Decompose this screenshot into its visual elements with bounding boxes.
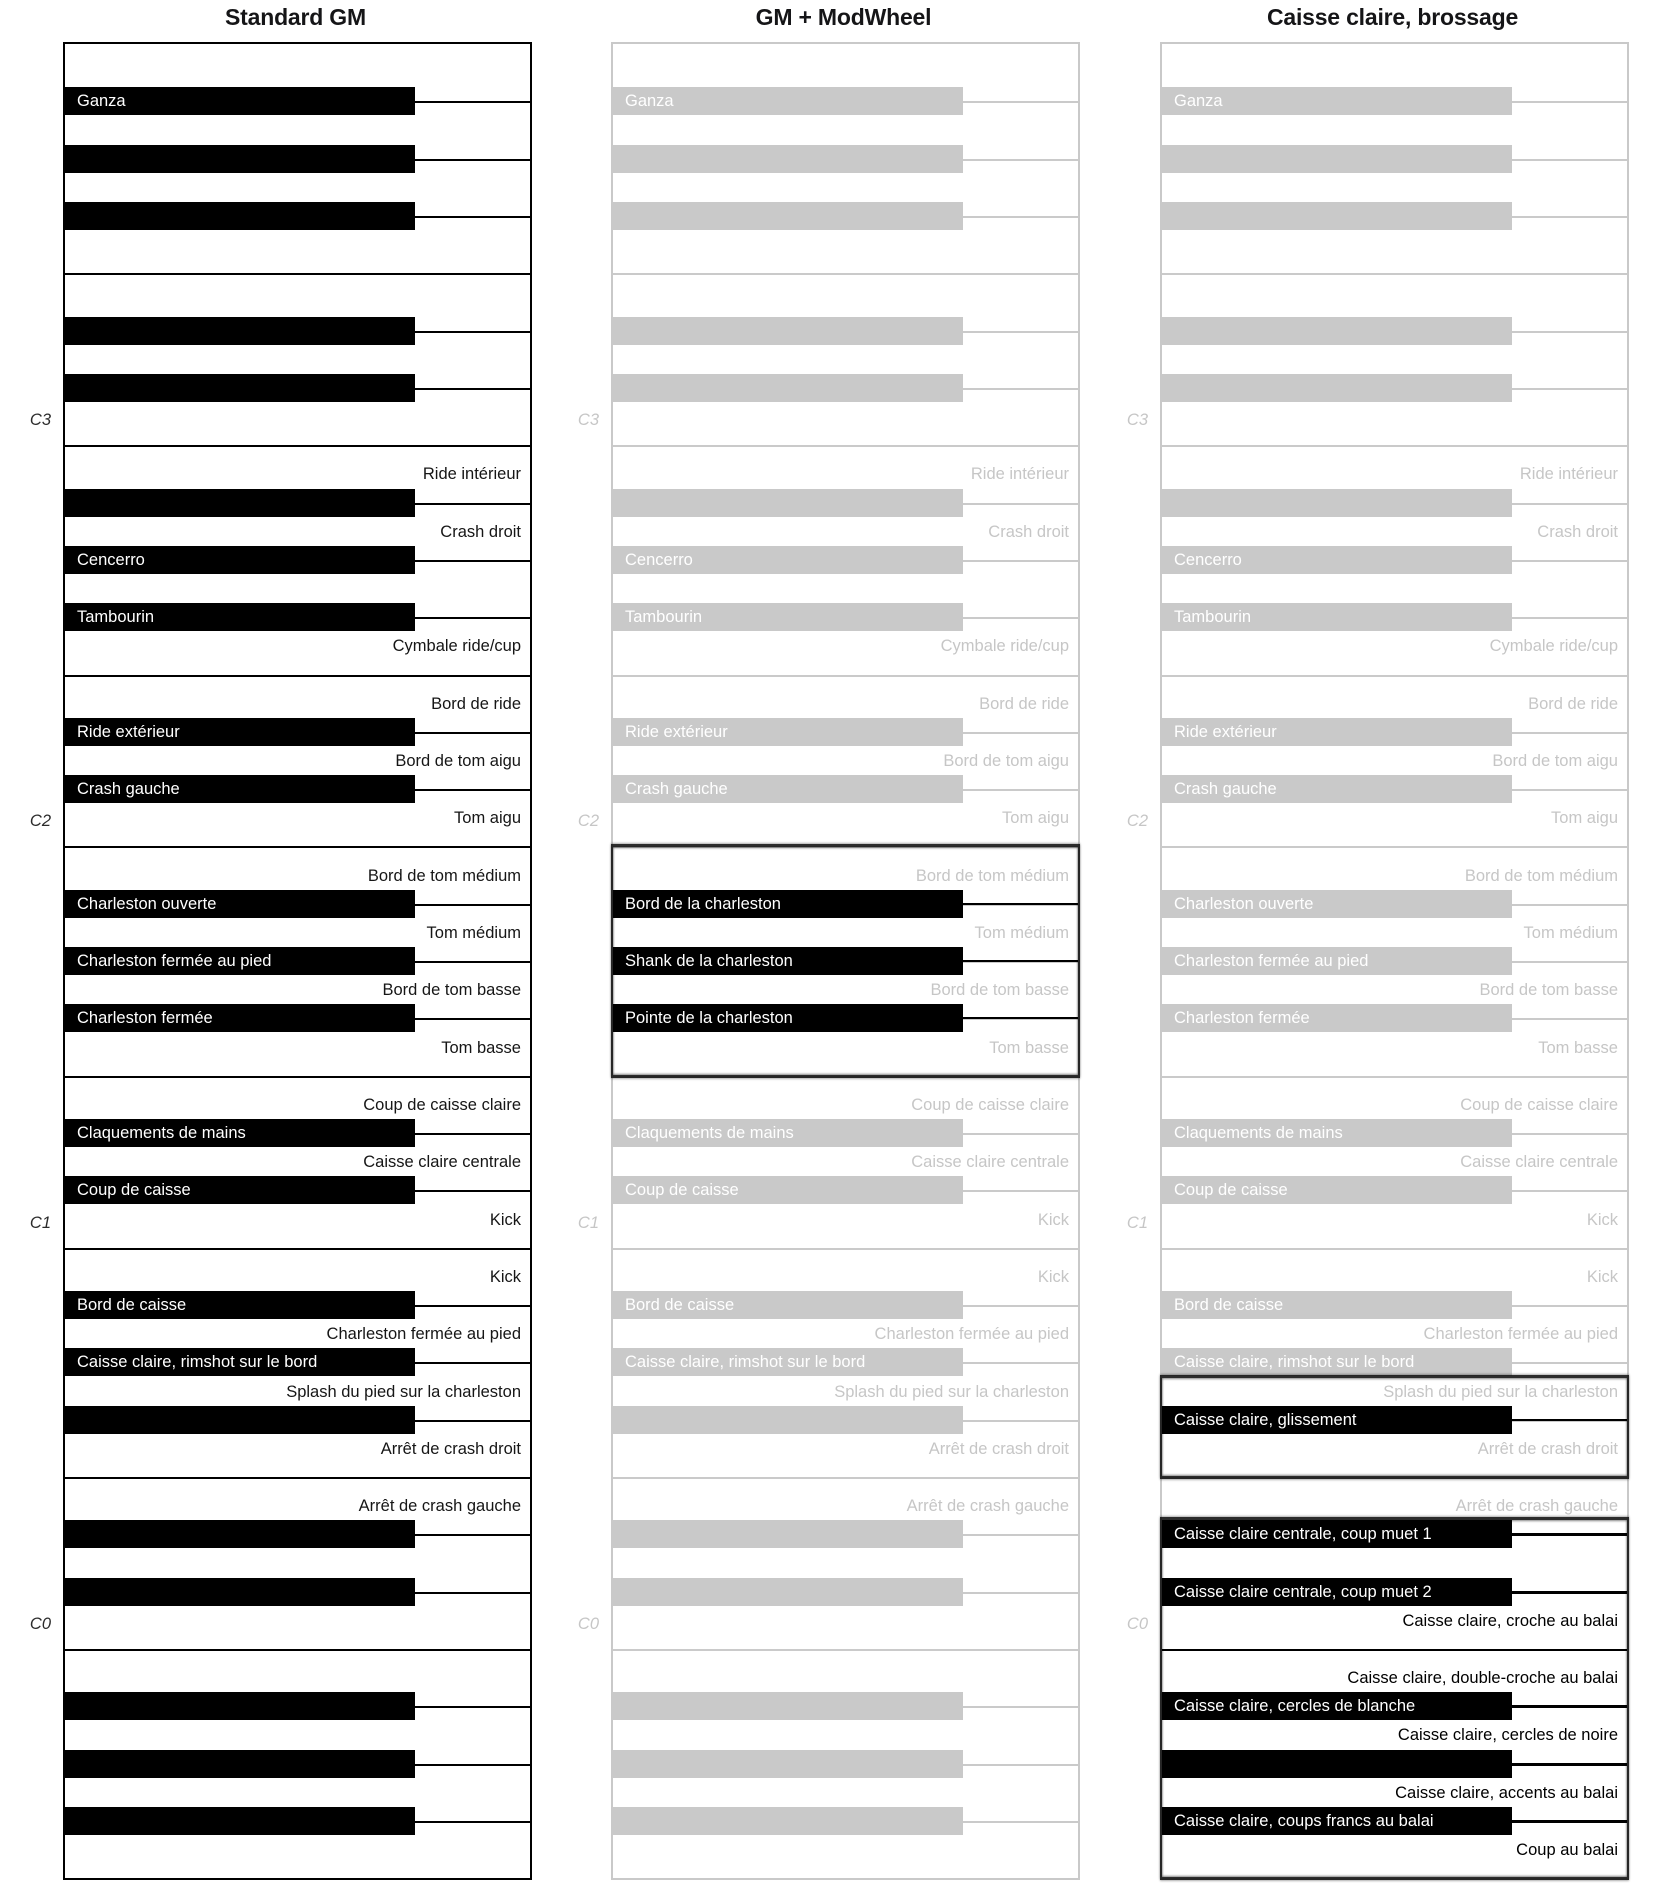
active-key-boundary-line [962,1017,1078,1019]
key-label: Caisse claire, accents au balai [1395,1783,1618,1802]
key-C#1[interactable] [1162,1176,1512,1204]
octave-label-C0: C0 [577,1614,599,1633]
key-label: Coup de caisse claire [1460,1095,1618,1114]
key-label: Ganza [625,92,674,111]
key-A#3[interactable] [1162,87,1512,115]
key-G#2[interactable] [613,546,963,574]
key-label: Coup de caisse [1174,1181,1288,1200]
key-label: Caisse claire, double-croche au balai [1347,1669,1618,1688]
key-A#1[interactable] [65,890,415,918]
key-label: Tambourin [77,608,155,627]
key-F#-1[interactable] [613,1807,963,1835]
key-F#1[interactable] [65,1004,415,1032]
key-label: Arrêt de crash gauche [358,1497,521,1516]
key-label: Coup de caisse claire [363,1095,521,1114]
keyboard-column-standard-gm [0,0,532,1883]
octave-label-C0: C0 [29,1614,51,1633]
keyboard-column-caisse-claire-brossage [1078,0,1629,1883]
key-C#2[interactable] [1162,775,1512,803]
key-label: Pointe de la charleston [625,1009,793,1028]
key-C#2[interactable] [613,775,963,803]
key-G#0[interactable] [65,1348,415,1376]
key-F#1[interactable] [1162,1004,1512,1032]
key-label: Caisse claire, rimshot sur le bord [1174,1353,1415,1372]
key-F#3[interactable] [613,202,963,230]
key-label: Bord de tom médium [1464,866,1618,885]
key-F#-1[interactable] [65,1807,415,1835]
key-A#-1[interactable] [613,1692,963,1720]
key-label: Tom aigu [1551,809,1618,828]
key-label: Tom médium [1523,923,1618,942]
key-D#1[interactable] [613,1119,963,1147]
key-label: Charleston fermée au pied [326,1325,521,1344]
active-key-boundary-line [1511,1533,1627,1535]
column-title: Caisse claire, brossage [1266,4,1519,30]
key-A#3[interactable] [613,87,963,115]
key-D#2[interactable] [613,718,963,746]
key-label: Kick [1586,1267,1618,1286]
key-label: Shank de la charleston [625,952,793,971]
active-key-boundary-line [1511,1820,1627,1822]
key-label: Tom médium [426,923,521,942]
key-label: Arrêt de crash droit [1477,1439,1618,1458]
key-A#0[interactable] [1162,1291,1512,1319]
key-label: Kick [1037,1210,1069,1229]
key-F#0[interactable] [613,1406,963,1434]
octave-label-C3: C3 [29,411,51,430]
key-G#3[interactable] [613,145,963,173]
key-label: Charleston fermée au pied [1174,952,1369,971]
key-label: Crash gauche [625,780,728,799]
key-label: Ride extérieur [1174,722,1277,741]
key-D#1[interactable] [65,1119,415,1147]
key-label: Ride extérieur [625,722,728,741]
key-C#0[interactable] [1162,1578,1512,1606]
key-label: Crash droit [988,522,1069,541]
key-G#-1[interactable] [65,1750,415,1778]
key-label: Cymbale ride/cup [940,637,1069,656]
active-key-boundary-line [1511,1419,1627,1421]
key-label: Ride intérieur [970,465,1069,484]
key-F#2[interactable] [613,603,963,631]
active-key-boundary-line [962,903,1078,905]
octave-label-C3: C3 [1126,411,1148,430]
piano-keyboard [63,42,532,1880]
key-label: Charleston fermée au pied [874,1325,1069,1344]
key-label: Bord de ride [979,694,1069,713]
key-label: Bord de ride [1528,694,1618,713]
key-label: Charleston fermée au pied [77,952,272,971]
key-label: Claquements de mains [1174,1124,1343,1143]
key-label: Splash du pied sur la charleston [834,1382,1069,1401]
octave-label-C2: C2 [577,812,599,831]
active-key-boundary-line [962,960,1078,962]
key-label: Splash du pied sur la charleston [1383,1382,1618,1401]
key-label: Coup au balai [1516,1841,1618,1860]
key-A#-1[interactable] [65,1692,415,1720]
key-G#-1[interactable] [1162,1750,1512,1778]
key-F#3[interactable] [65,202,415,230]
key-label: Caisse claire centrale [1460,1153,1618,1172]
key-label: Caisse claire, croche au balai [1402,1611,1618,1630]
key-label: Crash gauche [77,780,180,799]
key-C#0[interactable] [613,1578,963,1606]
keyboard-column-gm-modwheel [529,0,1080,1883]
key-D#1[interactable] [1162,1119,1512,1147]
key-label: Bord de ride [431,694,521,713]
key-label: Caisse claire, rimshot sur le bord [77,1353,318,1372]
key-label: Kick [489,1267,521,1286]
key-label: Bord de tom aigu [943,751,1069,770]
key-G#3[interactable] [1162,145,1512,173]
key-label: Caisse claire, glissement [1174,1410,1357,1429]
piano-keyboard [1160,42,1629,1880]
key-A#3[interactable] [65,87,415,115]
key-label: Caisse claire centrale [363,1153,521,1172]
key-label: Arrêt de crash droit [928,1439,1069,1458]
key-G#1[interactable] [613,947,963,975]
key-label: Bord de caisse [1174,1296,1284,1315]
key-label: Bord de tom basse [1479,981,1618,1000]
key-label: Crash droit [1537,522,1618,541]
key-label: Caisse claire centrale, coup muet 1 [1174,1525,1432,1544]
key-label: Tambourin [625,608,703,627]
key-label: Charleston fermée [77,1009,213,1028]
active-key-boundary-line [1511,1705,1627,1707]
key-F#-1[interactable] [1162,1807,1512,1835]
key-C#2[interactable] [65,775,415,803]
active-key-boundary-line [1511,1591,1627,1593]
key-label: Tom basse [441,1038,521,1057]
column-title: GM + ModWheel [755,4,932,30]
key-label: Tom basse [1538,1038,1618,1057]
key-label: Ride extérieur [77,722,180,741]
key-G#1[interactable] [65,947,415,975]
octave-label-C1: C1 [29,1213,51,1232]
key-label: Ganza [77,92,126,111]
key-label: Arrêt de crash gauche [1455,1497,1618,1516]
key-label: Ride intérieur [422,465,521,484]
key-C#3[interactable] [613,374,963,402]
key-label: Charleston ouverte [77,894,217,913]
key-F#2[interactable] [1162,603,1512,631]
key-label: Kick [489,1210,521,1229]
key-label: Bord de tom aigu [395,751,521,770]
key-label: Cymbale ride/cup [392,637,521,656]
key-label: Tambourin [1174,608,1252,627]
key-label: Kick [1586,1210,1618,1229]
key-D#3[interactable] [613,317,963,345]
key-label: Caisse claire, coups francs au balai [1174,1811,1434,1830]
key-label: Bord de tom médium [915,866,1069,885]
octave-label-C1: C1 [1126,1213,1148,1232]
key-label: Ganza [1174,92,1223,111]
key-label: Coup de caisse claire [911,1095,1069,1114]
key-label: Caisse claire centrale, coup muet 2 [1174,1582,1432,1601]
key-C#1[interactable] [65,1176,415,1204]
key-D#0[interactable] [613,1520,963,1548]
active-key-boundary-line [1511,1763,1627,1765]
key-C#3[interactable] [1162,374,1512,402]
key-label: Tom médium [974,923,1069,942]
key-G#0[interactable] [613,1348,963,1376]
key-label: Cencerro [77,550,145,569]
key-label: Charleston fermée au pied [1423,1325,1618,1344]
key-label: Arrêt de crash gauche [906,1497,1069,1516]
key-G#-1[interactable] [613,1750,963,1778]
column-title: Standard GM [225,4,366,30]
key-C#1[interactable] [613,1176,963,1204]
key-label: Bord de caisse [77,1296,187,1315]
key-D#0[interactable] [1162,1520,1512,1548]
key-label: Splash du pied sur la charleston [286,1382,521,1401]
key-label: Tom aigu [454,809,521,828]
key-G#2[interactable] [1162,546,1512,574]
key-label: Kick [1037,1267,1069,1286]
key-F#2[interactable] [65,603,415,631]
key-A#1[interactable] [1162,890,1512,918]
key-A#1[interactable] [613,890,963,918]
key-label: Caisse claire, rimshot sur le bord [625,1353,866,1372]
key-A#0[interactable] [613,1291,963,1319]
key-label: Cencerro [1174,550,1242,569]
key-label: Caisse claire centrale [911,1153,1069,1172]
octave-label-C2: C2 [1126,812,1148,831]
key-C#3[interactable] [65,374,415,402]
key-C#0[interactable] [65,1578,415,1606]
key-label: Charleston fermée [1174,1009,1310,1028]
key-label: Tom basse [989,1038,1069,1057]
key-label: Charleston ouverte [1174,894,1314,913]
key-D#2[interactable] [1162,718,1512,746]
key-label: Bord de tom basse [930,981,1069,1000]
key-label: Crash droit [440,522,521,541]
octave-label-C1: C1 [577,1213,599,1232]
key-D#3[interactable] [1162,317,1512,345]
key-label: Cymbale ride/cup [1489,637,1618,656]
key-label: Caisse claire, cercles de blanche [1174,1697,1416,1716]
key-G#0[interactable] [1162,1348,1512,1376]
key-label: Bord de caisse [625,1296,735,1315]
octave-label-C3: C3 [577,411,599,430]
key-G#2[interactable] [65,546,415,574]
key-A#2[interactable] [613,489,963,517]
piano-keyboard [611,42,1080,1880]
key-F#0[interactable] [1162,1406,1512,1434]
key-F#3[interactable] [1162,202,1512,230]
key-label: Claquements de mains [625,1124,794,1143]
key-A#2[interactable] [1162,489,1512,517]
key-label: Bord de la charleston [625,894,781,913]
key-F#1[interactable] [613,1004,963,1032]
key-label: Bord de tom basse [382,981,521,1000]
key-label: Crash gauche [1174,780,1277,799]
key-label: Arrêt de crash droit [380,1439,521,1458]
octave-label-C0: C0 [1126,1614,1148,1633]
octave-label-C2: C2 [29,812,51,831]
key-A#-1[interactable] [1162,1692,1512,1720]
key-A#2[interactable] [65,489,415,517]
key-label: Ride intérieur [1519,465,1618,484]
key-D#3[interactable] [65,317,415,345]
key-label: Bord de tom médium [367,866,521,885]
key-label: Tom aigu [1002,809,1069,828]
key-F#0[interactable] [65,1406,415,1434]
key-label: Caisse claire, cercles de noire [1397,1726,1618,1745]
key-D#0[interactable] [65,1520,415,1548]
key-label: Claquements de mains [77,1124,246,1143]
key-D#2[interactable] [65,718,415,746]
key-A#0[interactable] [65,1291,415,1319]
key-label: Bord de tom aigu [1492,751,1618,770]
key-G#3[interactable] [65,145,415,173]
key-label: Cencerro [625,550,693,569]
key-label: Coup de caisse [77,1181,191,1200]
key-G#1[interactable] [1162,947,1512,975]
key-label: Coup de caisse [625,1181,739,1200]
